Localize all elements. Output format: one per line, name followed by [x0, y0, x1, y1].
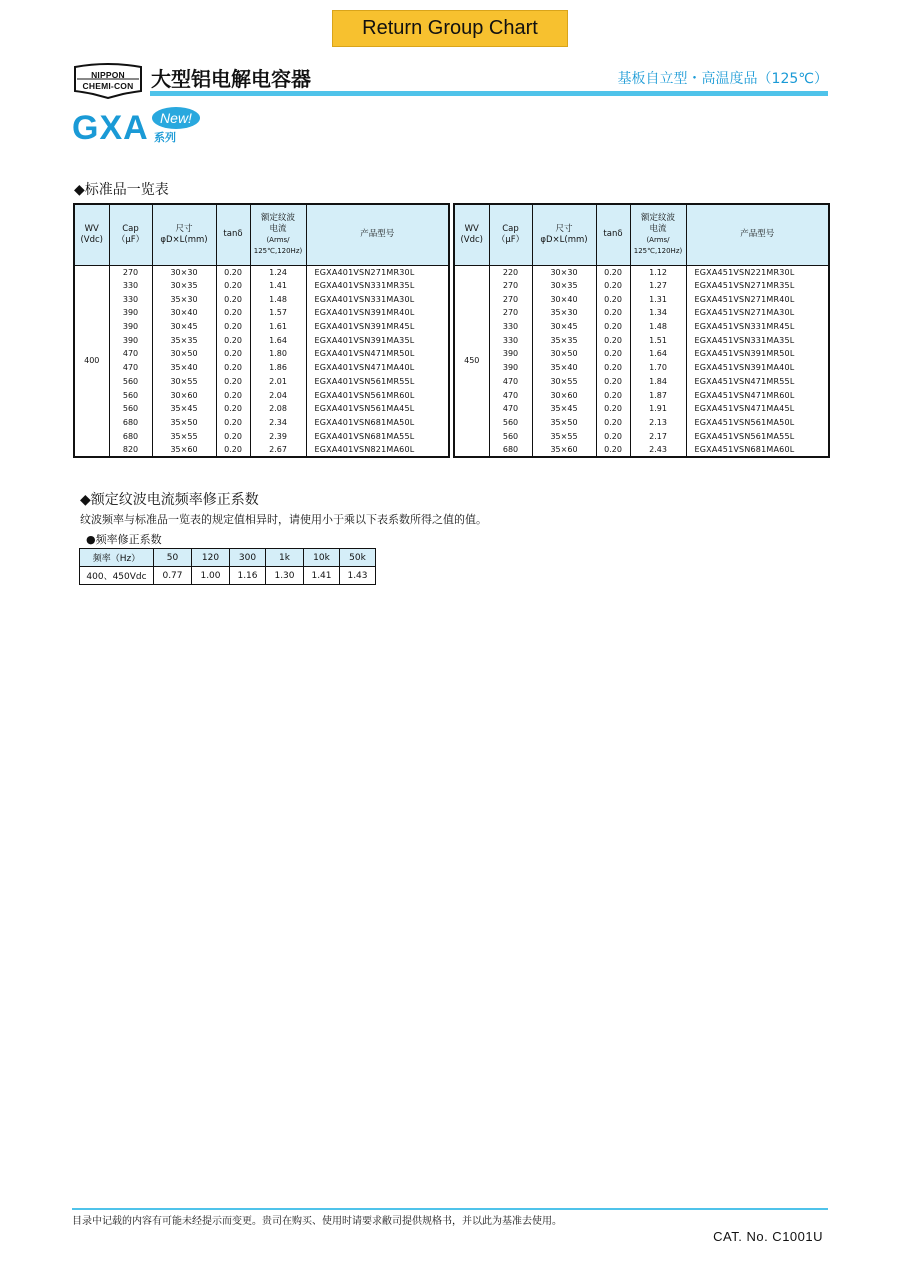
ripple-cell: 1.70	[630, 361, 686, 375]
ripple-cell: 2.43	[630, 443, 686, 457]
table-row	[74, 375, 449, 389]
part-number-cell: EGXA451VSN331MA35L	[686, 333, 829, 347]
size-cell: 30×35	[152, 279, 216, 293]
table-row	[74, 320, 449, 334]
tan-cell: 0.20	[596, 402, 630, 416]
tan-cell: 0.20	[216, 292, 250, 306]
tan-cell: 0.20	[596, 333, 630, 347]
ripple-cell: 2.34	[250, 416, 306, 430]
tan-cell: 0.20	[596, 265, 630, 279]
table-row	[74, 429, 449, 443]
cap-cell: 560	[489, 416, 532, 430]
part-number-cell: EGXA451VSN391MR50L	[686, 347, 829, 361]
page-subtitle: 基板自立型・高温度品（125℃）	[617, 71, 828, 87]
spec-table-450v	[453, 203, 830, 458]
table-row	[74, 361, 449, 375]
tan-cell: 0.20	[216, 429, 250, 443]
size-cell: 30×45	[532, 320, 596, 334]
cap-cell: 390	[489, 347, 532, 361]
ripple-cell: 1.86	[250, 361, 306, 375]
table-row	[454, 375, 829, 389]
ripple-cell: 1.34	[630, 306, 686, 320]
standard-list-title: ◆标准品一览表	[74, 182, 169, 198]
cap-cell: 680	[109, 429, 152, 443]
cap-cell: 560	[109, 375, 152, 389]
cap-cell: 270	[109, 265, 152, 279]
part-number-cell: EGXA401VSN561MR55L	[306, 375, 449, 389]
nippon-chemi-con-logo	[73, 63, 143, 99]
ripple-cell: 1.80	[250, 347, 306, 361]
size-cell: 30×30	[532, 265, 596, 279]
table-row	[74, 347, 449, 361]
part-number-cell: EGXA401VSN821MA60L	[306, 443, 449, 457]
freq-header-cell: 120	[192, 549, 230, 567]
table-row	[454, 429, 829, 443]
table-row	[74, 292, 449, 306]
ripple-cell: 2.04	[250, 388, 306, 402]
freq-correction-table	[79, 548, 376, 585]
size-cell: 30×55	[152, 375, 216, 389]
size-cell: 30×35	[532, 279, 596, 293]
cap-cell: 330	[489, 320, 532, 334]
ripple-cell: 1.57	[250, 306, 306, 320]
header-rule	[150, 91, 828, 96]
footer-note: 目录中记载的内容有可能未经提示而变更。贵司在购买、使用时请要求敝司提供规格书，并以此为基准去使用。	[72, 1216, 562, 1227]
tan-cell: 0.20	[596, 429, 630, 443]
ripple-cell: 1.84	[630, 375, 686, 389]
table-row	[454, 443, 829, 457]
size-cell: 35×55	[532, 429, 596, 443]
tan-cell: 0.20	[216, 306, 250, 320]
cap-cell: 470	[109, 361, 152, 375]
ripple-cell: 1.61	[250, 320, 306, 334]
freq-coefficient-cell: 1.43	[340, 567, 376, 585]
table-row	[454, 416, 829, 430]
size-cell: 30×50	[152, 347, 216, 361]
cap-cell: 470	[109, 347, 152, 361]
cap-cell: 560	[109, 388, 152, 402]
cap-cell: 820	[109, 443, 152, 457]
ripple-cell: 1.24	[250, 265, 306, 279]
size-cell: 30×40	[532, 292, 596, 306]
freq-header-row	[80, 549, 376, 567]
part-number-cell: EGXA401VSN391MR40L	[306, 306, 449, 320]
ripple-cell: 1.51	[630, 333, 686, 347]
freq-header-label: 频率（Hz）	[80, 549, 154, 567]
table-row	[454, 361, 829, 375]
freq-coefficient-cell: 1.41	[304, 567, 340, 585]
cap-cell: 270	[489, 292, 532, 306]
table-row	[74, 416, 449, 430]
part-number-cell: EGXA451VSN561MA50L	[686, 416, 829, 430]
size-cell: 30×60	[152, 388, 216, 402]
table-row	[454, 306, 829, 320]
cap-cell: 270	[489, 306, 532, 320]
tan-cell: 0.20	[216, 375, 250, 389]
ripple-cell: 1.91	[630, 402, 686, 416]
table-row	[454, 333, 829, 347]
table-row	[454, 388, 829, 402]
header-wv: WV (Vdc)	[454, 204, 489, 265]
cap-cell: 470	[489, 375, 532, 389]
tan-cell: 0.20	[216, 333, 250, 347]
cap-cell: 560	[109, 402, 152, 416]
tan-cell: 0.20	[216, 402, 250, 416]
tan-cell: 0.20	[596, 292, 630, 306]
ripple-cell: 2.01	[250, 375, 306, 389]
table-row	[74, 279, 449, 293]
cap-cell: 470	[489, 388, 532, 402]
size-cell: 35×55	[152, 429, 216, 443]
ripple-cell: 1.48	[630, 320, 686, 334]
size-cell: 30×60	[532, 388, 596, 402]
size-cell: 35×60	[152, 443, 216, 457]
header-size: 尺寸 φD×L(mm)	[152, 204, 216, 265]
part-number-cell: EGXA451VSN271MR35L	[686, 279, 829, 293]
part-number-cell: EGXA401VSN271MR30L	[306, 265, 449, 279]
cap-cell: 330	[109, 292, 152, 306]
part-number-cell: EGXA401VSN561MR60L	[306, 388, 449, 402]
cap-cell: 560	[489, 429, 532, 443]
size-cell: 35×45	[152, 402, 216, 416]
tan-cell: 0.20	[596, 320, 630, 334]
size-cell: 30×40	[152, 306, 216, 320]
table-row	[454, 292, 829, 306]
header-tan: tanδ	[596, 204, 630, 265]
freq-header-cell: 50k	[340, 549, 376, 567]
header-wv: WV (Vdc)	[74, 204, 109, 265]
size-cell: 35×35	[152, 333, 216, 347]
size-cell: 30×30	[152, 265, 216, 279]
part-number-cell: EGXA401VSN471MR50L	[306, 347, 449, 361]
cap-cell: 680	[489, 443, 532, 457]
ripple-cell: 2.67	[250, 443, 306, 457]
freq-row-label: 400、450Vdc	[80, 567, 154, 585]
part-number-cell: EGXA451VSN391MA40L	[686, 361, 829, 375]
cap-cell: 220	[489, 265, 532, 279]
page-title: 大型铝电解电容器	[151, 67, 311, 91]
ripple-cell: 1.31	[630, 292, 686, 306]
part-number-cell: EGXA451VSN681MA60L	[686, 443, 829, 457]
table-row	[454, 320, 829, 334]
tan-cell: 0.20	[216, 361, 250, 375]
tan-cell: 0.20	[216, 416, 250, 430]
table-row	[454, 279, 829, 293]
table-row	[454, 265, 829, 279]
part-number-cell: EGXA401VSN391MR45L	[306, 320, 449, 334]
table-row	[454, 347, 829, 361]
spec-rows-400v	[74, 265, 449, 457]
table-row	[74, 306, 449, 320]
part-number-cell: EGXA401VSN561MA45L	[306, 402, 449, 416]
ripple-cell: 1.64	[630, 347, 686, 361]
size-cell: 35×45	[532, 402, 596, 416]
part-number-cell: EGXA401VSN331MA30L	[306, 292, 449, 306]
header-cap: Cap （μF）	[109, 204, 152, 265]
tan-cell: 0.20	[596, 375, 630, 389]
header-ripple: 额定纹波 电流 (Arms/ 125℃,120Hz)	[250, 204, 306, 265]
tan-cell: 0.20	[216, 388, 250, 402]
tan-cell: 0.20	[596, 443, 630, 457]
freq-coefficient-cell: 1.00	[192, 567, 230, 585]
catalog-number: CAT. No. C1001U	[713, 1229, 823, 1244]
freq-header-cell: 50	[154, 549, 192, 567]
logo-line2: CHEMI-CON	[82, 81, 134, 91]
spec-rows-450v	[454, 265, 829, 457]
ripple-cell: 1.87	[630, 388, 686, 402]
tan-cell: 0.20	[216, 443, 250, 457]
tan-cell: 0.20	[216, 347, 250, 361]
ripple-cell: 1.48	[250, 292, 306, 306]
part-number-cell: EGXA451VSN471MR60L	[686, 388, 829, 402]
part-number-cell: EGXA451VSN331MR45L	[686, 320, 829, 334]
cap-cell: 470	[489, 402, 532, 416]
cap-cell: 330	[489, 333, 532, 347]
cap-cell: 390	[109, 320, 152, 334]
ripple-cell: 2.17	[630, 429, 686, 443]
header-size: 尺寸 φD×L(mm)	[532, 204, 596, 265]
header-part-number: 产品型号	[306, 204, 449, 265]
tan-cell: 0.20	[596, 347, 630, 361]
size-cell: 35×30	[532, 306, 596, 320]
header-tan: tanδ	[216, 204, 250, 265]
wv-cell: 450	[454, 265, 489, 457]
series-suffix: 系列	[154, 131, 176, 144]
new-badge: New!	[152, 107, 200, 129]
table-row	[74, 388, 449, 402]
cap-cell: 390	[109, 306, 152, 320]
size-cell: 35×40	[152, 361, 216, 375]
cap-cell: 270	[489, 279, 532, 293]
table-row	[74, 333, 449, 347]
ripple-cell: 2.08	[250, 402, 306, 416]
freq-correction-subtitle: ●频率修正系数	[86, 533, 162, 546]
return-group-chart-button[interactable]: Return Group Chart	[332, 10, 568, 47]
ripple-cell: 1.12	[630, 265, 686, 279]
size-cell: 35×35	[532, 333, 596, 347]
tan-cell: 0.20	[596, 416, 630, 430]
header-part-number: 产品型号	[686, 204, 829, 265]
ripple-cell: 1.64	[250, 333, 306, 347]
tan-cell: 0.20	[596, 388, 630, 402]
header-ripple: 额定纹波 电流 (Arms/ 125℃,120Hz)	[630, 204, 686, 265]
part-number-cell: EGXA401VSN681MA55L	[306, 429, 449, 443]
freq-header-cell: 300	[230, 549, 266, 567]
size-cell: 35×50	[532, 416, 596, 430]
ripple-cell: 1.41	[250, 279, 306, 293]
part-number-cell: EGXA451VSN221MR30L	[686, 265, 829, 279]
size-cell: 35×50	[152, 416, 216, 430]
spec-table-400v	[73, 203, 450, 458]
freq-header-cell: 10k	[304, 549, 340, 567]
size-cell: 35×30	[152, 292, 216, 306]
footer-rule	[72, 1208, 828, 1210]
size-cell: 35×40	[532, 361, 596, 375]
part-number-cell: EGXA451VSN271MA30L	[686, 306, 829, 320]
tan-cell: 0.20	[596, 279, 630, 293]
size-cell: 30×50	[532, 347, 596, 361]
freq-coefficient-cell: 1.16	[230, 567, 266, 585]
tan-cell: 0.20	[216, 265, 250, 279]
freq-coefficient-cell: 1.30	[266, 567, 304, 585]
table-row	[74, 265, 449, 279]
freq-coefficient-cell: 0.77	[154, 567, 192, 585]
tan-cell: 0.20	[596, 306, 630, 320]
ripple-correction-title: ◆额定纹波电流频率修正系数	[80, 492, 259, 508]
series-name: GXA	[72, 109, 149, 147]
part-number-cell: EGXA451VSN271MR40L	[686, 292, 829, 306]
ripple-cell: 2.13	[630, 416, 686, 430]
part-number-cell: EGXA401VSN331MR35L	[306, 279, 449, 293]
logo-line1: NIPPON	[91, 70, 125, 80]
freq-value-row	[80, 567, 376, 585]
wv-cell: 400	[74, 265, 109, 457]
cap-cell: 330	[109, 279, 152, 293]
size-cell: 35×60	[532, 443, 596, 457]
part-number-cell: EGXA401VSN681MA50L	[306, 416, 449, 430]
table-row	[74, 443, 449, 457]
table-row	[74, 402, 449, 416]
tan-cell: 0.20	[596, 361, 630, 375]
ripple-cell: 1.27	[630, 279, 686, 293]
header-cap: Cap （μF）	[489, 204, 532, 265]
cap-cell: 390	[489, 361, 532, 375]
part-number-cell: EGXA401VSN391MA35L	[306, 333, 449, 347]
freq-header-cell: 1k	[266, 549, 304, 567]
cap-cell: 680	[109, 416, 152, 430]
part-number-cell: EGXA401VSN471MA40L	[306, 361, 449, 375]
size-cell: 30×55	[532, 375, 596, 389]
size-cell: 30×45	[152, 320, 216, 334]
ripple-correction-description: 纹波频率与标准品一览表的规定值相异时，请使用小于乘以下表系数所得之值的值。	[80, 513, 487, 526]
part-number-cell: EGXA451VSN561MA55L	[686, 429, 829, 443]
part-number-cell: EGXA451VSN471MA45L	[686, 402, 829, 416]
cap-cell: 390	[109, 333, 152, 347]
tan-cell: 0.20	[216, 279, 250, 293]
ripple-cell: 2.39	[250, 429, 306, 443]
table-row	[454, 402, 829, 416]
part-number-cell: EGXA451VSN471MR55L	[686, 375, 829, 389]
tan-cell: 0.20	[216, 320, 250, 334]
